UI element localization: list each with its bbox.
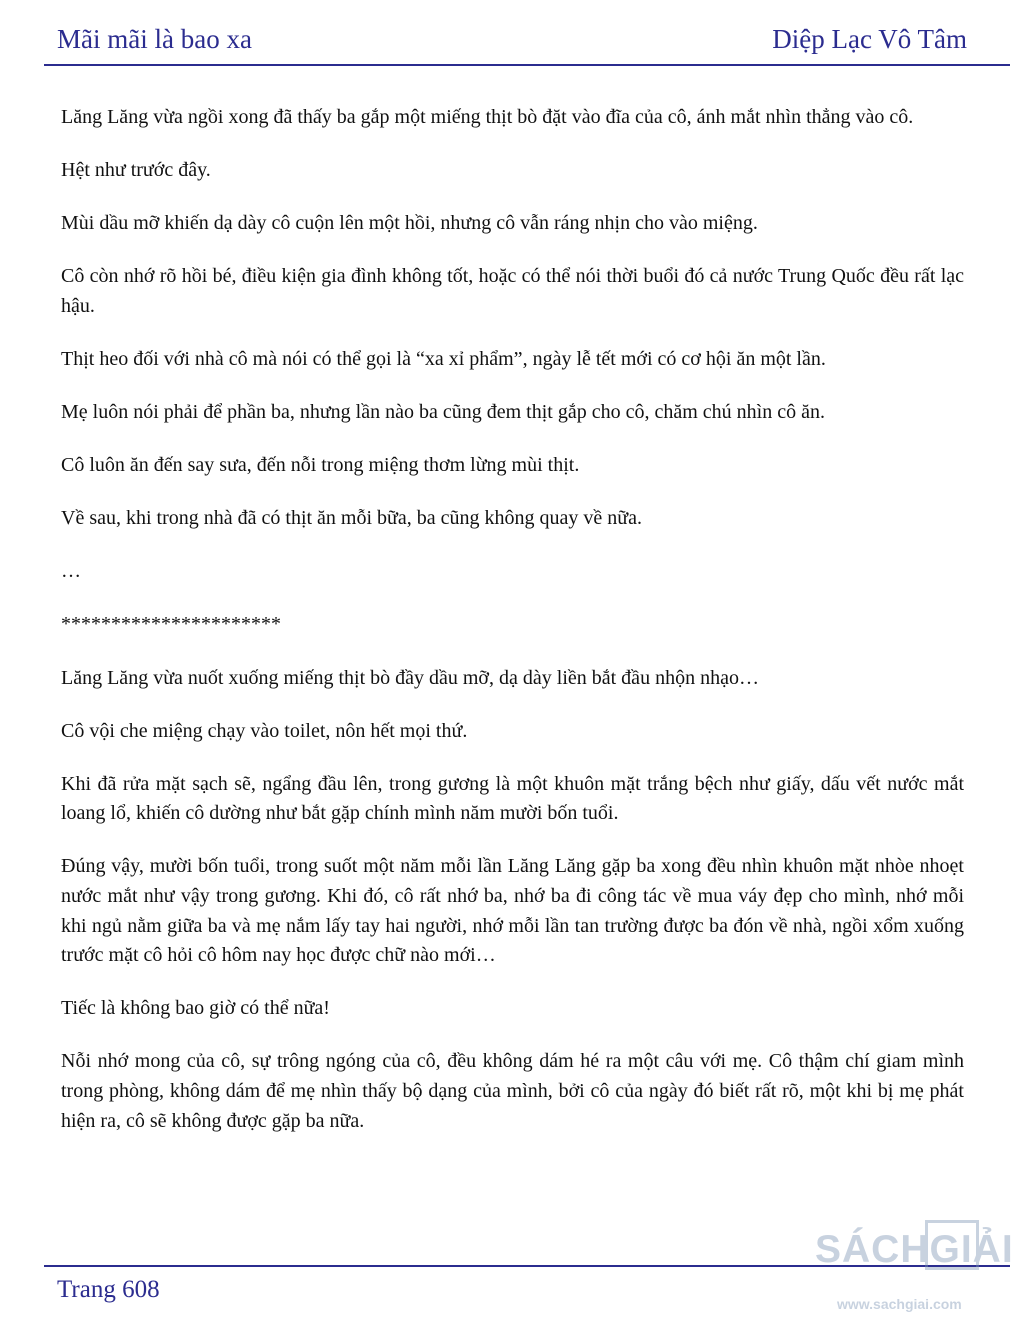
paragraph: Khi đã rửa mặt sạch sẽ, ngẩng đầu lên, trong gương là một khuôn mặt trắng bệch như giấy, dấu vết nước mắt loang lổ, khiến cô dường như bắt gặp chính mình năm mười bốn tuổi.: [61, 772, 964, 825]
scene-separator: **********************: [61, 613, 281, 636]
paragraph: Về sau, khi trong nhà đã có thịt ăn mỗi bữa, ba cũng không quay về nữa.: [61, 507, 642, 530]
paragraph: Lăng Lăng vừa nuốt xuống miếng thịt bò đầy dầu mỡ, dạ dày liền bắt đầu nhộn nhạo…: [61, 666, 759, 689]
paragraph: Tiếc là không bao giờ có thể nữa!: [61, 997, 330, 1020]
watermark-logo-text: SÁCHGIẢI: [815, 1228, 1014, 1271]
paragraph: Đúng vậy, mười bốn tuổi, trong suốt một năm mỗi lần Lăng Lăng gặp ba xong đều nhìn khuôn mặt nhòe nhoẹt nước mắt như vậy trong gương. Khi đó, cô rất nhớ ba, nhớ ba đi công tác về mua váy đẹp cho mình, nhớ mỗi khi ngủ nằm giữa ba và mẹ nắm lấy tay hai người, nhớ mỗi lần tan trường được ba đón về nhà, ngồi xổm xuống trước mặt cô hỏi cô hôm nay học được chữ nào mới…: [61, 855, 964, 967]
paragraph: Lăng Lăng vừa ngồi xong đã thấy ba gắp một miếng thịt bò đặt vào đĩa của cô, ánh mắt nhìn thẳng vào cô.: [61, 106, 914, 128]
paragraph: Mẹ luôn nói phải để phần ba, nhưng lần nào ba cũng đem thịt gắp cho cô, chăm chú nhìn cô ăn.: [61, 401, 825, 424]
page-number: Trang 608: [57, 1276, 160, 1303]
ellipsis-line: …: [61, 560, 81, 583]
header-divider: [44, 64, 1010, 66]
watermark-url: www.sachgiai.com: [837, 1296, 962, 1312]
paragraph: Hệt như trước đây.: [61, 159, 211, 182]
paragraph: Nỗi nhớ mong của cô, sự trông ngóng của cô, đều không dám hé ra một câu với mẹ. Cô thậm chí giam mình trong phòng, không dám để mẹ nhìn thấy bộ dạng của mình, bởi cô của ngày đó biết rất rõ, một khi bị mẹ phát hiện ra, cô sẽ không được gặp ba nữa.: [61, 1050, 964, 1132]
paragraph: Mùi dầu mỡ khiến dạ dày cô cuộn lên một hồi, nhưng cô vẫn ráng nhịn cho vào miệng.: [61, 212, 758, 235]
book-title: Mãi mãi là bao xa: [57, 24, 252, 54]
book-author: Diệp Lạc Vô Tâm: [772, 24, 967, 54]
page-body: [61, 103, 964, 1160]
paragraph: Cô vội che miệng chạy vào toilet, nôn hết mọi thứ.: [61, 719, 468, 742]
paragraph: Thịt heo đối với nhà cô mà nói có thể gọi là “xa xỉ phẩm”, ngày lễ tết mới có cơ hội ăn một lần.: [61, 347, 826, 370]
paragraph: Cô luôn ăn đến say sưa, đến nỗi trong miệng thơm lừng mùi thịt.: [61, 454, 580, 477]
watermark: [815, 1218, 1024, 1325]
page-header: [0, 0, 1024, 70]
paragraph: Cô còn nhớ rõ hồi bé, điều kiện gia đình không tốt, hoặc có thể nói thời buổi đó cả nước Trung Quốc đều rất lạc hậu.: [61, 265, 964, 317]
